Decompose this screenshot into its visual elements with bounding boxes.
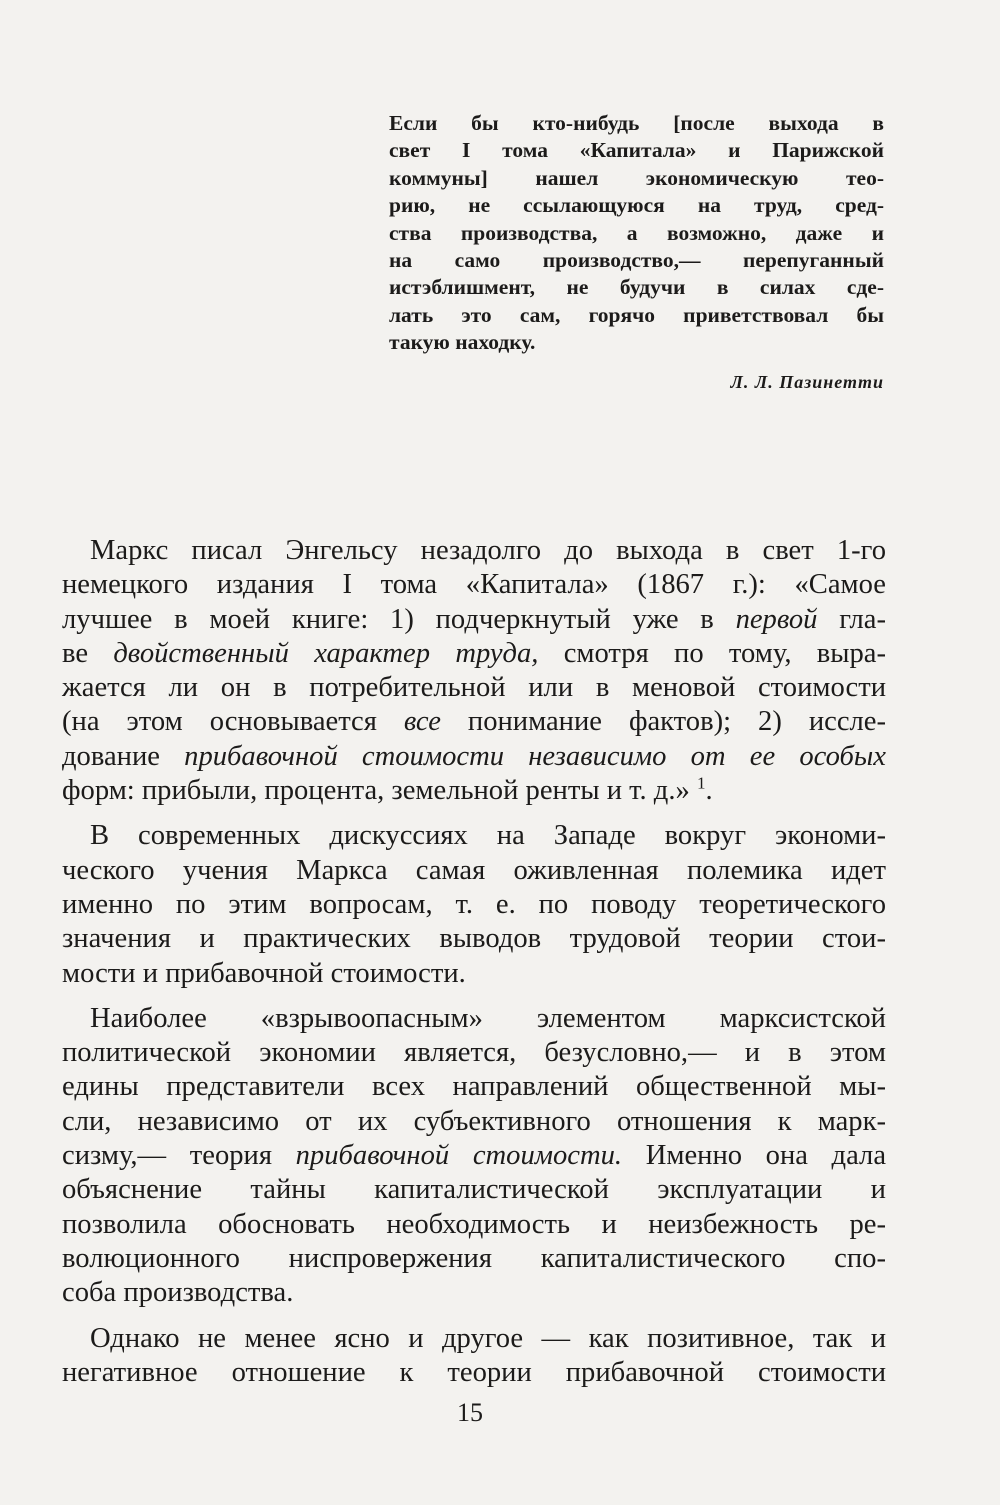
text-run: ве xyxy=(62,637,114,669)
text-run: смотря по тому, выра- xyxy=(538,637,886,669)
italic-emphasis: прибавочной стоимости. xyxy=(295,1140,623,1172)
text-line: политической экономии является, безусловно,— и в этом xyxy=(62,1037,886,1069)
text-run: . xyxy=(705,775,713,807)
epigraph-line: такую находку. xyxy=(389,330,536,355)
text-line xyxy=(62,705,886,739)
text-line xyxy=(62,637,886,671)
text-line: ческого учения Маркса самая оживленная полемика идет xyxy=(62,854,886,886)
text-line: негативное отношение к теории прибавочной стоимости xyxy=(62,1356,886,1388)
epigraph-line: истэблишмент, не будучи в силах сде- xyxy=(389,275,884,300)
italic-emphasis: первой xyxy=(735,603,818,635)
text-line: позволила обосновать необходимость и неизбежность ре- xyxy=(62,1208,886,1240)
text-run: Именно она дала xyxy=(622,1140,887,1172)
italic-emphasis: прибавочной стоимости независимо от ее особых xyxy=(184,740,886,772)
paragraph-1 xyxy=(62,534,886,808)
text-line xyxy=(62,740,886,774)
text-line xyxy=(62,1139,886,1173)
text-line: Наиболее «взрывоопасным» элементом марксистской xyxy=(90,1002,886,1034)
text-run: гла- xyxy=(817,603,886,635)
text-line: Маркс писал Энгельсу незадолго до выхода в свет 1-го xyxy=(90,535,886,566)
epigraph-line: коммуны] нашел экономическую тео- xyxy=(389,165,884,190)
italic-emphasis: все xyxy=(403,706,441,738)
text-line: соба производства. xyxy=(62,1277,294,1309)
epigraph-line: лать это сам, горячо приветствовал бы xyxy=(389,302,884,327)
epigraph-line: на само производство,— перепуганный xyxy=(389,248,884,273)
paragraph-4 xyxy=(62,1322,886,1391)
text-line: мости и прибавочной стоимости. xyxy=(62,957,466,989)
text-line: едины представители всех направлений общественной мы- xyxy=(62,1071,886,1103)
italic-emphasis: двойственный характер труда, xyxy=(113,637,539,669)
text-line xyxy=(62,603,886,637)
epigraph-line: рию, не ссылающуюся на труд, сред- xyxy=(389,193,884,218)
text-line: именно по этим вопросам, т. е. по поводу теоретического xyxy=(62,888,886,920)
footnote-marker: 1 xyxy=(696,773,706,793)
text-run: сизму,— теория xyxy=(62,1140,296,1172)
text-run: лучшее в моей книге: 1) подчеркнутый уже в xyxy=(62,603,736,635)
epigraph-line: ства производства, а возможно, даже и xyxy=(389,220,884,245)
text-run: понимание фактов); 2) иссле- xyxy=(440,706,886,738)
text-line: значения и практических выводов трудовой теории стои- xyxy=(62,923,886,955)
text-line: немецкого издания I тома «Капитала» (1867 г.): «Самое xyxy=(62,569,886,601)
text-run: форм: прибыли, процента, земельной ренты и т. д.» xyxy=(62,775,697,807)
text-run: (на этом основывается xyxy=(62,706,404,738)
text-run: дование xyxy=(62,740,185,772)
text-line: сли, независимо от их субъективного отношения к марк- xyxy=(62,1105,886,1137)
page-number: 15 xyxy=(457,1398,483,1427)
epigraph-line: Если бы кто-нибудь [после выхода в xyxy=(389,111,884,135)
paragraph-3 xyxy=(62,1002,886,1311)
text-line: В современных дискуссиях на Западе вокруг экономи- xyxy=(90,820,886,852)
text-line: объяснение тайны капиталистической эксплуатации и xyxy=(62,1174,886,1206)
paragraph-2 xyxy=(62,819,886,990)
text-line: волюционного ниспровержения капиталистического спо- xyxy=(62,1242,886,1274)
epigraph xyxy=(389,110,884,357)
epigraph-author: Л. Л. Пазинетти xyxy=(730,372,884,392)
text-line: жается ли он в потребительной или в меновой стоимости xyxy=(62,672,886,704)
epigraph-line: свет I тома «Капитала» и Парижской xyxy=(389,138,884,163)
text-line xyxy=(62,774,886,808)
body-text xyxy=(62,534,886,1390)
text-line: Однако не менее ясно и другое — как позитивное, так и xyxy=(90,1322,886,1354)
